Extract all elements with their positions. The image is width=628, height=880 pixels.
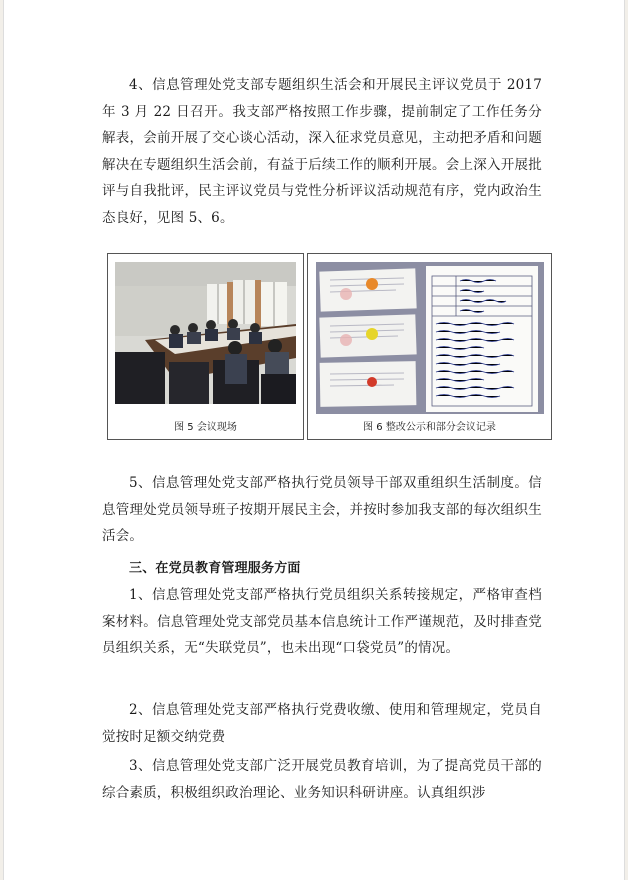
figure-6 (307, 253, 552, 440)
pin-orange (366, 278, 378, 290)
rectification-notice-photo (316, 262, 544, 414)
figure-5 (107, 253, 304, 440)
meeting-photo (115, 262, 296, 404)
pin-red (367, 377, 377, 387)
paragraph-4: 4、信息管理处党支部专题组织生活会和开展民主评议党员于 2017 年 3 月 22 日召开。我支部严格按照工作步骤，提前制定了工作任务分解表，会前开展了交心谈心活动，深入征求党员意见，主动把矛盾和问题解决在专题组织生活会前，有益于后续工作的顺利开展。会上深入开展批评与自我批评，民主评议党员与党性分析评议活动规范有序，党内政治生态良好，见图 5、6。 (102, 77, 542, 226)
paragraph-3-1: 1、信息管理处党支部严格执行党员组织关系转接规定，严格审查档案材料。信息管理处党支部党员基本信息统计工作严谨规范，及时排查党员组织关系，无“失联党员”，也未出现“口袋党员”的情况。 (102, 587, 542, 656)
document-page (3, 0, 625, 880)
paragraph-3-2: 2、信息管理处党支部严格执行党费收缴、使用和管理规定，党员自觉按时足额交纳党费 (102, 702, 542, 745)
paragraph-5: 5、信息管理处党支部严格执行党员领导干部双重组织生活制度。信息管理处党员领导班子按期开展民主会，并按时参加我支部的每次组织生活会。 (102, 475, 542, 544)
paragraph-3-3: 3、信息管理处党支部广泛开展党员教育培训，为了提高党员干部的综合素质，积极组织政治理论、业务知识科研讲座。认真组织涉 (102, 758, 542, 801)
pin-yellow (366, 328, 378, 340)
section-heading-3: 三、在党员教育管理服务方面 (129, 561, 301, 576)
figure-5-caption: 图 5 会议现场 (174, 422, 237, 433)
figure-6-caption: 图 6 整改公示和部分会议记录 (363, 422, 496, 433)
